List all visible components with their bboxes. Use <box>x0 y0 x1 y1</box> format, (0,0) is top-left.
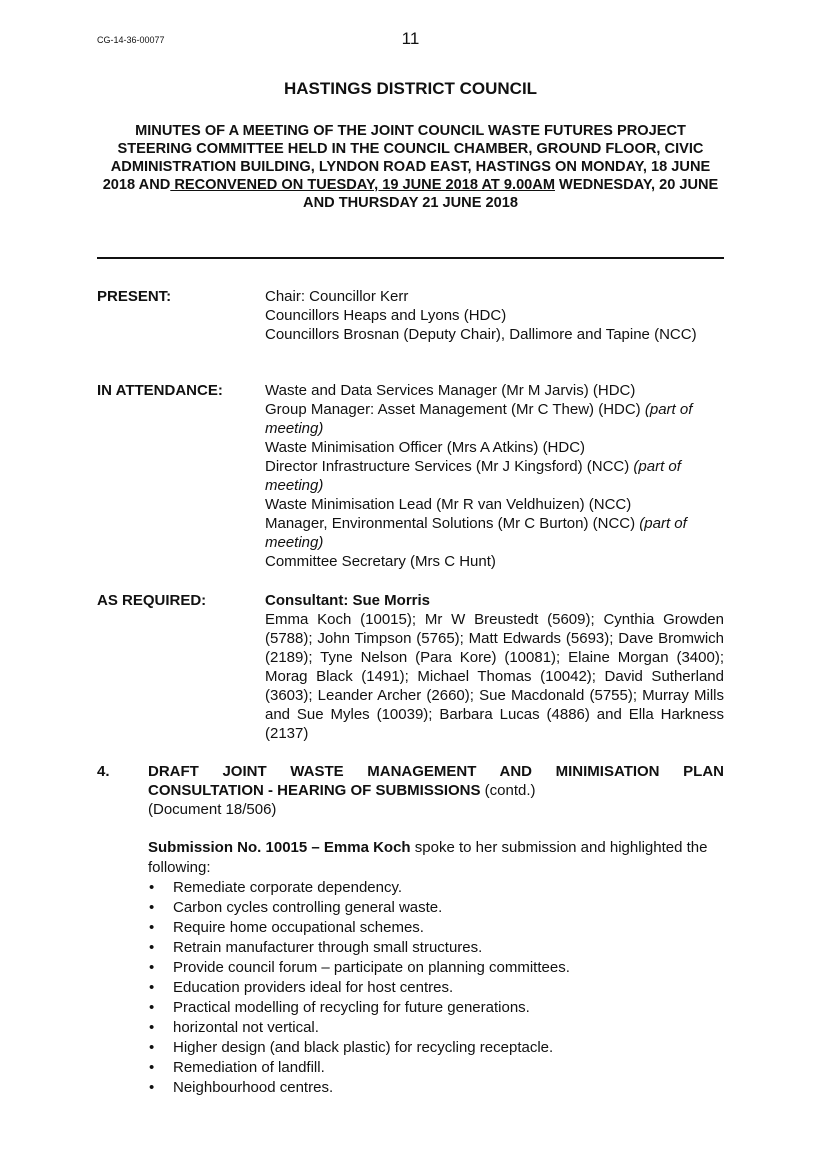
item-number: 4. <box>97 763 110 780</box>
item-title-text: DRAFT JOINT WASTE MANAGEMENT AND MINIMISATION PLAN CONSULTATION - HEARING OF SUBMISSIONS <box>148 763 724 799</box>
bullet-icon: • <box>149 899 155 916</box>
attendance-label: IN ATTENDANCE: <box>97 382 223 399</box>
list-item <box>148 1058 724 1078</box>
bullet-icon: • <box>149 999 155 1016</box>
attendee-text: Waste Minimisation Lead (Mr R van Veldhuizen) (NCC) <box>265 496 632 513</box>
item-title-contd: (contd.) <box>480 782 536 799</box>
council-name: HASTINGS DISTRICT COUNCIL <box>283 79 538 98</box>
list-item <box>148 978 724 998</box>
as-required-label: AS REQUIRED: <box>97 592 207 609</box>
page-number: 11 <box>401 29 420 48</box>
list-item <box>148 898 724 918</box>
attendee-note: (part of meeting) <box>265 458 681 494</box>
list-item <box>148 1018 724 1038</box>
list-item <box>148 938 724 958</box>
present-line: Councillors Heaps and Lyons (HDC) <box>265 307 507 324</box>
point-text: Retrain manufacturer through small structures. <box>173 939 483 956</box>
attendee-text: Director Infrastructure Services (Mr J Kingsford) (NCC) <box>265 458 634 475</box>
attendee <box>265 381 724 400</box>
as-required-list <box>265 591 724 743</box>
attendee <box>265 400 724 438</box>
point-text: horizontal not vertical. <box>173 1019 319 1036</box>
attendee <box>265 438 724 457</box>
attendee <box>265 552 724 571</box>
point-text: Remediation of landfill. <box>173 1059 325 1076</box>
attendee-text: Waste and Data Services Manager (Mr M Jarvis) (HDC) <box>265 382 636 399</box>
present-section <box>97 287 724 344</box>
list-item <box>148 918 724 938</box>
submission-lead <box>148 838 724 878</box>
submitter-names: Emma Koch (10015); Mr W Breustedt (5609); Cynthia Growden (5788); John Timpson (5765); Matt Edwards (5693); Dave Bromwich (2189); Tyne Nelson (Para Kore) (10081); Elaine Morgan (3400); Morag Black (1491); Michael Thomas (10042); David Sutherland (3603); Leander Archer (2660); Sue Macdonald (5755); Murray Mills and Sue Myles (10039); Barbara Lucas (4886) and Ella Harkness (2137) <box>265 611 724 742</box>
attendee-text: Group Manager: Asset Management (Mr C Thew) (HDC) <box>265 401 645 418</box>
submission-lead-bold: Submission No. 10015 – Emma Koch <box>148 839 411 856</box>
submission-lead-rest: spoke to her submission and highlighted the following: <box>148 839 708 876</box>
present-label: PRESENT: <box>97 288 172 305</box>
point-text: Practical modelling of recycling for future generations. <box>173 999 530 1016</box>
point-text: Neighbourhood centres. <box>173 1079 334 1096</box>
list-item <box>148 878 724 898</box>
heading-underlined: RECONVENED ON TUESDAY, 19 JUNE 2018 AT 9.00AM <box>170 177 555 193</box>
attendee-note: (part of meeting) <box>265 401 693 437</box>
point-text: Higher design (and black plastic) for recycling receptacle. <box>173 1039 554 1056</box>
list-item <box>148 1038 724 1058</box>
bullet-icon: • <box>149 939 155 956</box>
attendee <box>265 495 724 514</box>
list-item <box>148 1078 724 1098</box>
heading-divider <box>97 257 724 259</box>
attendee <box>265 457 724 495</box>
list-item <box>148 998 724 1018</box>
attendee-note: (part of meeting) <box>265 515 687 551</box>
bullet-icon: • <box>149 1039 155 1056</box>
bullet-icon: • <box>149 1059 155 1076</box>
as-required-section <box>97 591 724 743</box>
attendee-text: Waste Minimisation Officer (Mrs A Atkins) (HDC) <box>265 439 586 456</box>
point-text: Carbon cycles controlling general waste. <box>173 899 443 916</box>
submission-10015 <box>148 838 724 1098</box>
heading-part-2: WEDNESDAY, 20 JUNE AND THURSDAY 21 JUNE 2018 <box>303 177 719 211</box>
item-document-ref: (Document 18/506) <box>148 801 277 818</box>
bullet-icon: • <box>149 1079 155 1096</box>
point-text: Require home occupational schemes. <box>173 919 424 936</box>
consultant-line: Consultant: Sue Morris <box>265 592 431 609</box>
bullet-icon: • <box>149 959 155 976</box>
attendee <box>265 514 724 552</box>
attendee-text: Manager, Environmental Solutions (Mr C Burton) (NCC) <box>265 515 640 532</box>
bullet-icon: • <box>149 979 155 996</box>
attendance-list <box>265 381 724 571</box>
document-id: CG-14-36-00077 <box>97 35 165 45</box>
submission-points <box>148 878 724 1098</box>
meeting-heading <box>97 122 724 212</box>
present-line: Councillors Brosnan (Deputy Chair), Dallimore and Tapine (NCC) <box>265 326 697 343</box>
heading-part-1: MINUTES OF A MEETING OF THE JOINT COUNCIL WASTE FUTURES PROJECT STEERING COMMITTEE HELD IN THE COUNCIL CHAMBER, GROUND FLOOR, CIVIC ADMINISTRATION BUILDING, LYNDON ROAD EAST, HASTINGS ON MONDAY, 18 JUNE 2018 AND <box>102 123 711 193</box>
present-line: Chair: Councillor Kerr <box>265 288 409 305</box>
point-text: Education providers ideal for host centres. <box>173 979 454 996</box>
agenda-item-4 <box>97 762 724 819</box>
present-list <box>265 287 724 344</box>
list-item <box>148 958 724 978</box>
item-title <box>148 762 724 800</box>
bullet-icon: • <box>149 879 155 896</box>
point-text: Remediate corporate dependency. <box>173 879 403 896</box>
bullet-icon: • <box>149 1019 155 1036</box>
point-text: Provide council forum – participate on planning committees. <box>173 959 570 976</box>
attendee-text: Committee Secretary (Mrs C Hunt) <box>265 553 496 570</box>
attendance-section <box>97 381 724 571</box>
bullet-icon: • <box>149 919 155 936</box>
